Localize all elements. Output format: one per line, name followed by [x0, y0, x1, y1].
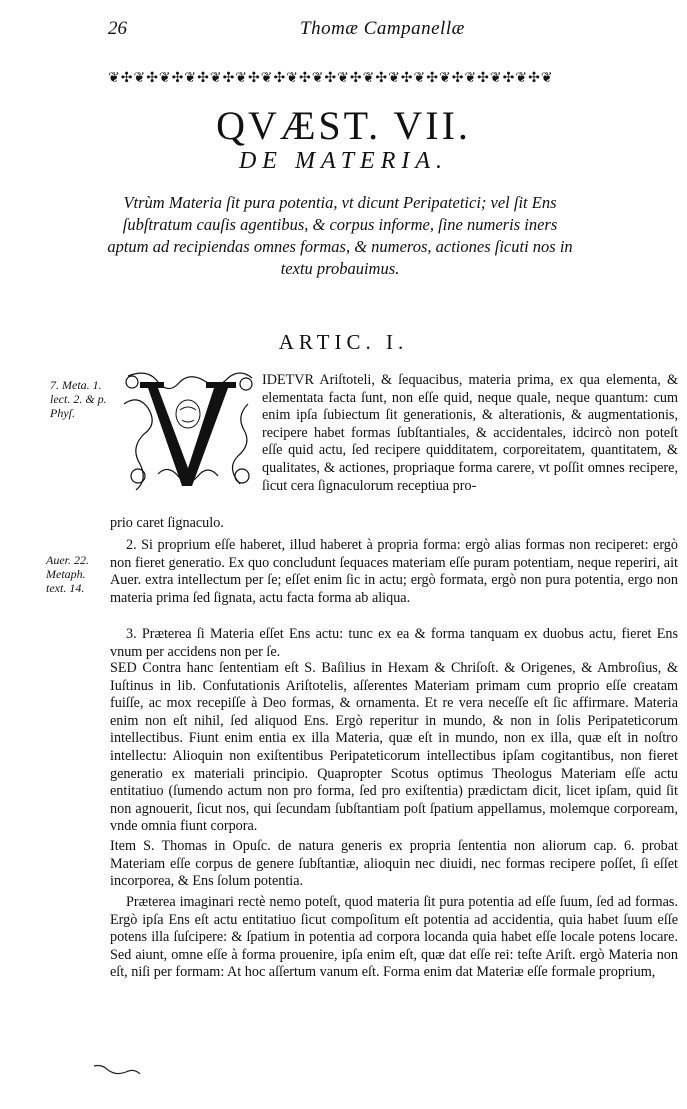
question-subject: DE MATERIA. [238, 148, 449, 174]
decorated-initial-v [118, 364, 258, 496]
running-title: Thomæ Campanellæ [300, 18, 465, 39]
page-number: 26 [108, 18, 127, 39]
paragraph-6: Præterea imaginari rectè nemo poteſt, quod materia ſit pura potentia ad eſſe ſuum, ſed ad formas. Ergò ipſa Ens eſt actu entitatiuo ſicut compoſitum eſt potentia ad accidentia, quia habet ſuum eſſe potens illa ſuſcipere: & ſpatium in potentia ad corpora locanda quia habet eſſe locale potens locare. Sed aiunt, omne eſſe à forma prouenire, ipſa enim eſt, quæ dat eſſe rei: teſte Ariſt. ergò Materia non eſt, niſi per formam: At hoc aſſertum vanum eſt. Forma enim dat Materiæ eſſe formale proprium, [110, 894, 678, 981]
margin-note-1: 7. Meta. 1. lect. 2. & p. Phyſ. [50, 378, 107, 420]
paragraph-1-text: Ariſtoteli, & ſequacibus, materia prima, ex qua elementa, & elementata facta ſunt, non eſſe quid, neque quale, neque quantum: cum enim ipſa ſubiectum ſit generationis, & alterationis, & augmentationis, recipere habet formas ſubſtantiales, & accidentales, idcircò non poteſt eſſe quid actu, ſed recipere quidditatem, corporeitatem, quantitatem, & qualitates, & actiones, propriaque forma carere, vt poſſit omnes recipere, ſicut cera ſignaculorum receptiua pro- [262, 372, 678, 494]
question-number: QVÆST. VII. [216, 103, 471, 148]
paragraph-3: 3. Præterea ſi Materia eſſet Ens actu: tunc ex ea & forma tanquam ex duobus actu, fieret Ens vnum per accidens non per ſe. [110, 626, 678, 660]
ornament-band: ❦✣❦✣❦✣❦✣❦✣❦✣❦✣❦✣❦✣❦✣❦✣❦✣❦✣❦✣❦✣❦✣❦✣❦ [108, 71, 554, 86]
paragraph-2: 2. Si proprium eſſe haberet, illud haberet à propria forma: ergò alias formas non reciperet: ergò non fieret generatio. Ex quo concludunt ſequaces materiam eſſe puram potentiam, neque reperiri, ait Auer. extra intellectum per ſe; eſſet enim ſic in actu; ergò formata, ergò non pura potentia, ergo non materia prima ſed ſignata, actu facta forma ab aliqua. [110, 537, 678, 606]
paragraph-1-main [262, 372, 678, 495]
article-heading: ARTIC. I. [278, 330, 409, 354]
paragraph-1-first-word: IDETVR [262, 372, 315, 388]
margin-note-2: Auer. 22. Metaph. text. 14. [46, 553, 89, 595]
paragraph-4-text: Contra hanc ſententiam eſt S. Baſilius in Hexam & Chriſoſt. & Origenes, & Ambroſius, & Iuſtinus in lib. Confutationis Ariſtotelis, aſſerentes Materiam primam cum proprio eſſe creatam fuiſſe, ac mox recepiſſe à Deo formas, & ornamenta. Et re vera neceſſe eſt ſic affirmare. Materia enim non eſt nihil, ſed aliquod Ens. Ergò reperitur in mundo, & non in ſolis Peripateticorum intellectibus. Fiunt enim entia ex illa Materia, quæ eſt in mundo, non ex illa, quæ eſt in noſtro intellectu: Alioquin non exiſtentibus Peripateticorum intellectibus ipſam cogitantibus, non fieret generatio ex materiali principio. Quapropter Scotus optimus Theologus Materiam eſſe actu entitatiuo (ſumendo actum non pro forma, ſed pro exiſtentia) prædictam dicit, licet ipſam, quid ſit non agnouerit, ſicut nos, qui ſecundam ſubſtantiam poſt ſpatium appellamus, molemque corpoream, vnde omnia fiunt corpora. [110, 660, 678, 835]
paragraph-4-lead: SED [110, 660, 137, 676]
question-text: Vtrùm Materia ſit pura potentia, vt dicunt Peripatetici; vel ſit Ens ſubſtratum cauſis agentibus, & corpus informe, ſine numeris iners aptum ad recipiendas omnes formas, & numeros, actiones ſicuti nos in textu probauimus. [107, 193, 573, 278]
pen-mark [92, 1062, 142, 1076]
paragraph-1-end: prio caret ſignaculo. [110, 515, 224, 531]
paragraph-5: Item S. Thomas in Opuſc. de natura generis ex propria ſententia non aliorum cap. 6. probat Materiam eſſe corpus de genere ſubſtantiæ, alioquin nec diuidi, nec formas recipere poſſet, ſi eſſet incorporea, & Ens ſolum potentia. [110, 838, 678, 890]
paragraph-4 [110, 660, 678, 836]
